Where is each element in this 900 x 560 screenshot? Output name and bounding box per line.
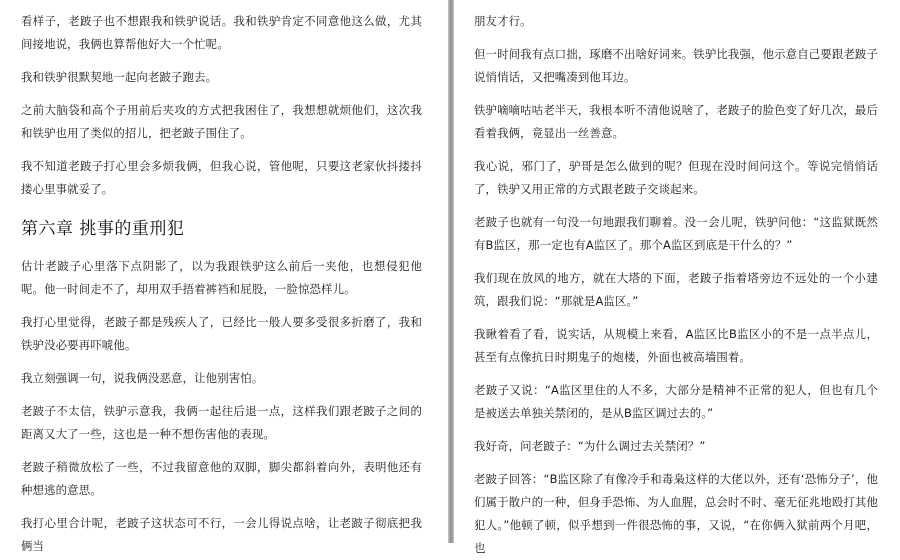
paragraph: 我打心里觉得，老跛子都是残疾人了，已经比一般人要多受很多折磨了，我和铁驴没必要再吓唬他。 — [21, 315, 422, 352]
paragraph: 老跛子不太信，铁驴示意我，我俩一起往后退一点，这样我们跟老跛子之间的距离又大了一些，这也是一种不想伤害他的表现。 — [21, 404, 422, 441]
paragraph: 我不知道老跛子打心里会多烦我俩，但我心说，管他呢，只要这老家伙抖搂抖搂心里事就妥了。 — [21, 159, 422, 196]
paragraph: 老跛子稍微放松了一些，不过我留意他的双脚，脚尖都斜着向外，表明他还有种想逃的意思。 — [21, 460, 422, 497]
paragraph: 我和铁驴很默契地一起向老跛子跑去。 — [21, 70, 218, 84]
paragraph: 我好奇，问老跛子：“为什么调过去关禁闭？” — [474, 439, 706, 453]
paragraph: 但一时间我有点口拙，琢磨不出啥好词来。铁驴比我强，他示意自己要跟老跛子说悄悄话，又把嘴凑到他耳边。 — [474, 47, 878, 84]
paragraph: 老跛子也就有一句没一句地跟我们聊着。没一会儿呢，铁驴问他：“这监狱既然有B监区，那一定也有A监区了。那个A监区到底是干什么的？” — [474, 215, 878, 252]
paragraph: 我瞅着看了看，说实话，从规模上来看，A监区比B监区小的不是一点半点儿，甚至有点像抗日时期鬼子的炮楼，外面也被高墙围着。 — [474, 327, 878, 364]
paragraph: 老跛子回答：“B监区除了有像冷手和毒枭这样的大佬以外，还有‘恐怖分子’，他们属于散户的一种，但身手恐怖、为人血腥，总会时不时、毫无征兆地殴打其他犯人。”他顿了顿，似乎想到一件很恐怖的事，又说，“在你俩入狱前两个月吧，也 — [474, 472, 878, 555]
paragraph: 之前大脑袋和高个子用前后夹攻的方式把我困住了，我想想就烦他们，这次我和铁驴也用了类似的招儿，把老跛子围住了。 — [21, 103, 422, 140]
paragraph: 估计老跛子心里落下点阴影了，以为我跟铁驴这么前后一夹他，也想侵犯他呢。他一时间走不了，却用双手捂着裤裆和屁股，一脸惊恐样儿。 — [21, 259, 422, 296]
paragraph: 老跛子又说：“A监区里住的人不多，大部分是精神不正常的犯人，但也有几个是被送去单独关禁闭的，是从B监区调过去的。” — [474, 383, 878, 420]
paragraph: 我们现在放风的地方，就在大塔的下面，老跛子指着塔旁边不远处的一个小建筑，跟我们说：“那就是A监区。” — [474, 271, 878, 308]
right-page — [454, 0, 900, 555]
paragraph: 我心说，邪门了，驴哥是怎么做到的呢？但现在没时间问这个。等说完悄悄话了，铁驴又用正常的方式跟老跛子交谈起来。 — [474, 159, 878, 196]
paragraph: 看样子，老跛子也不想跟我和铁驴说话。我和铁驴肯定不同意他这么做，尤其间接地说，我俩也算帮他好大一个忙呢。 — [21, 14, 422, 51]
paragraph: 朋友才行。 — [474, 14, 532, 28]
chapter-title: 第六章 挑事的重刑犯 — [21, 219, 185, 239]
paragraph: 我打心里合计呢，老跛子这状态可不行，一会儿得说点啥，让老跛子彻底把我俩当 — [21, 516, 422, 553]
paragraph: 铁驴嘀嘀咕咕老半天，我根本听不清他说啥了，老跛子的脸色变了好几次，最后看着我俩，竟显出一丝善意。 — [474, 103, 878, 140]
left-page — [0, 0, 448, 553]
paragraph: 我立刻强调一句，说我俩没恶意，让他别害怕。 — [21, 371, 264, 385]
